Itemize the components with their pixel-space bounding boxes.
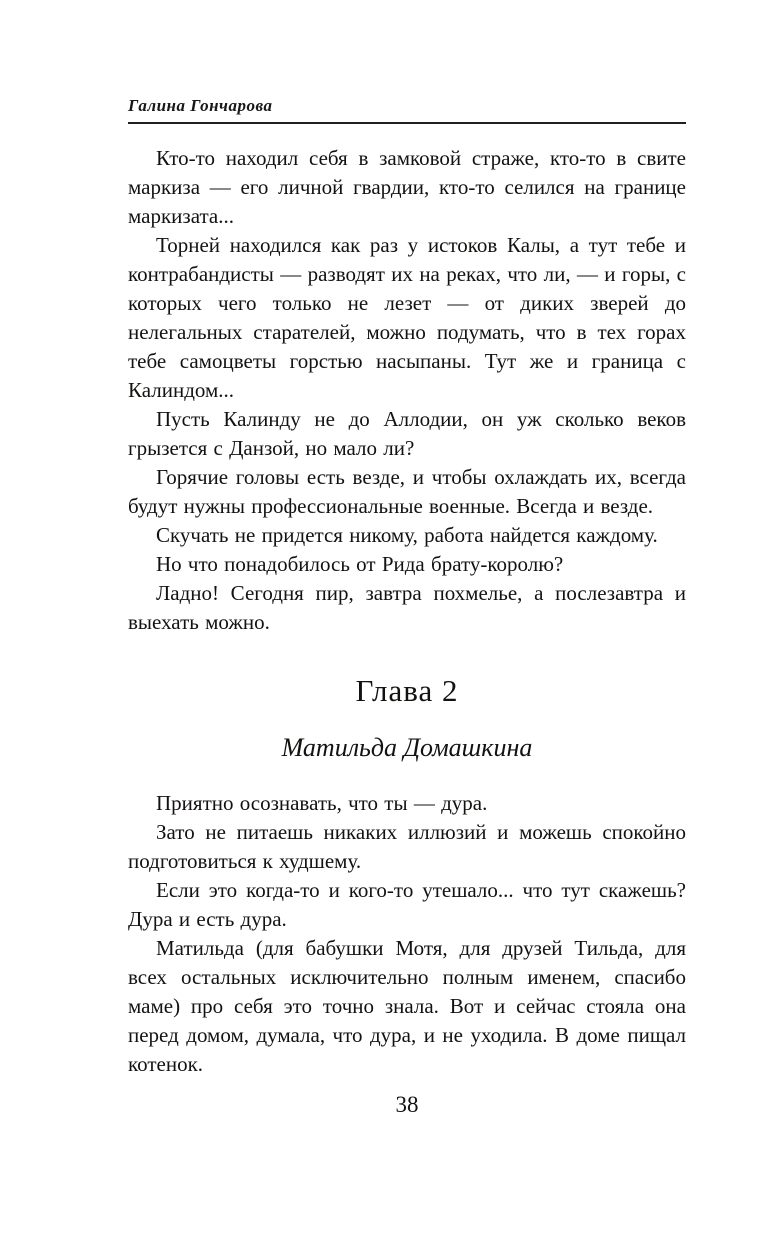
paragraph: Горячие головы есть везде, и чтобы охлаждать их, всегда будут нужны профессиональные военные. Всегда и везде. [128,465,686,518]
text-column [128,0,686,1079]
chapter-heading: Глава 2 [355,673,459,708]
paragraph: Зато не питаешь никаких иллюзий и можешь спокойно подготовиться к худшему. [128,820,686,873]
running-header-author: Галина Гончарова [128,96,273,115]
paragraph: Скучать не придется никому, работа найдется каждому. [156,523,658,547]
paragraph: Торней находился как раз у истоков Калы, а тут тебе и контрабандисты — разводят их на реках, что ли, — и горы, с которых чего только не лезет — от диких зверей до нелегальных старателей, можно подумать, что в тех горах тебе самоцветы горстью насыпаны. Тут же и граница с Калиндом... [128,233,686,402]
running-header [128,96,686,124]
paragraph: Пусть Калинду не до Аллодии, он уж сколько веков грызется с Данзой, но мало ли? [128,407,686,460]
paragraph: Ладно! Сегодня пир, завтра похмелье, а послезавтра и выехать можно. [128,581,686,634]
paragraph: Приятно осознавать, что ты — дура. [156,791,488,815]
page-text [128,144,686,1079]
paragraph: Но что понадобилось от Рида брату-королю? [156,552,564,576]
paragraph: Если это когда-то и кого-то утешало... что тут скажешь? Дура и есть дура. [128,878,686,931]
page-number: 38 [395,1092,419,1117]
chapter-subtitle: Матильда Домашкина [281,733,533,762]
paragraph: Кто-то находил себя в замковой страже, кто-то в свите маркиза — его личной гвардии, кто-то селился на границе маркизата... [128,146,686,228]
header-rule [128,122,686,124]
paragraph: Матильда (для бабушки Мотя, для друзей Тильда, для всех остальных исключительно полным именем, спасибо маме) про себя это точно знала. Вот и сейчас стояла она перед домом, думала, что дура, и не уходила. В доме пищал котенок. [128,936,686,1076]
